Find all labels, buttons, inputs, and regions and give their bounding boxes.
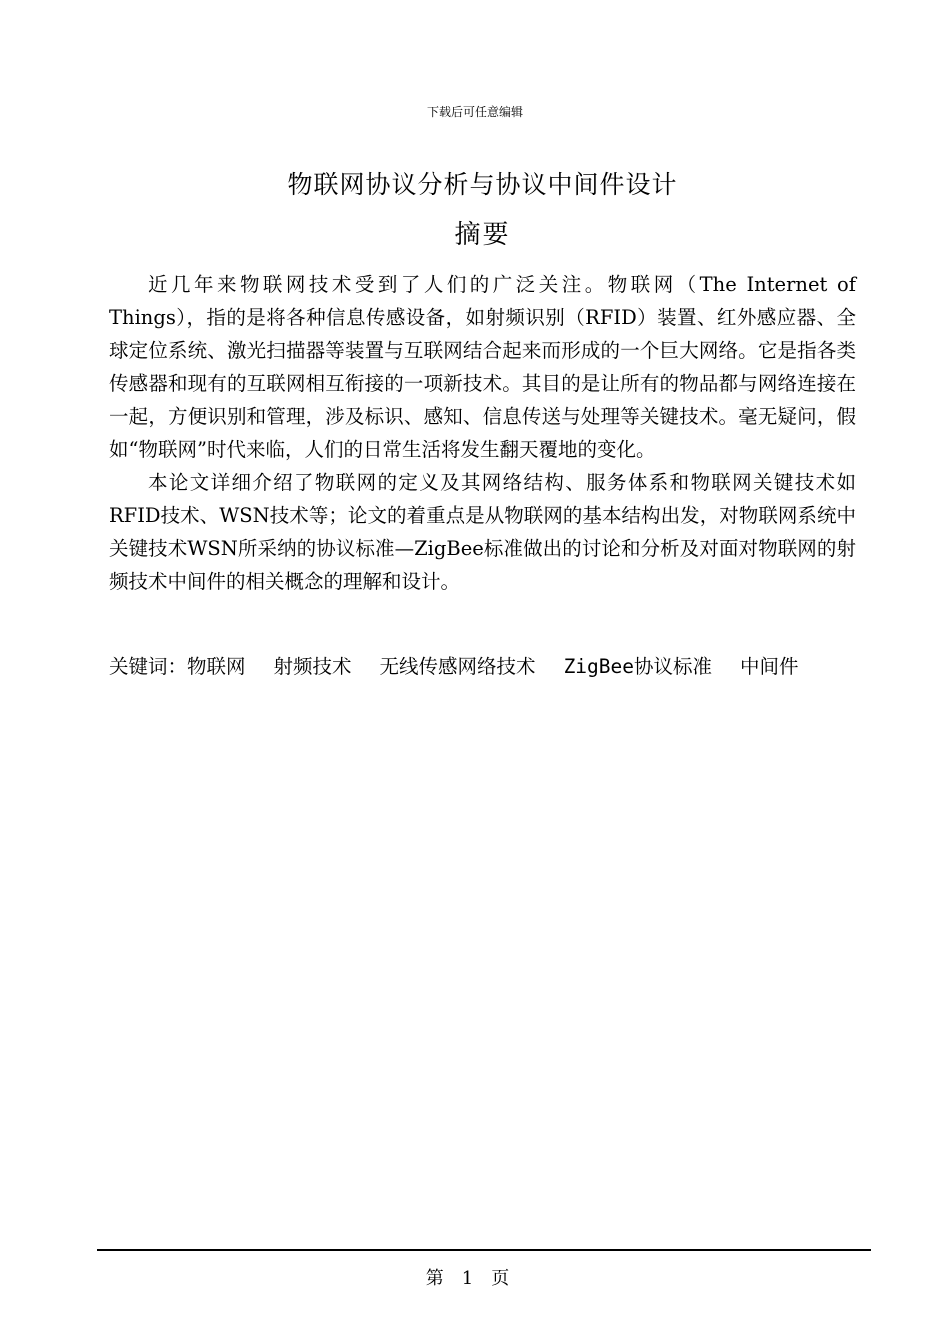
page-number: 1 xyxy=(461,1268,474,1289)
keywords-line xyxy=(109,650,889,683)
footer-suffix: 页 xyxy=(491,1268,510,1289)
page-footer xyxy=(0,1267,935,1291)
abstract-paragraph-1: 近几年来物联网技术受到了人们的广泛关注。物联网（The Internet of Things），指的是将各种信息传感设备，如射频识别（RFID）装置、红外感应器、全球定位系统、激光扫描器等装置与互联网结合起来而形成的一个巨大网络。它是指各类传感器和现有的互联网相互衔接的一项新技术。其目的是让所有的物品都与网络连接在一起，方便识别和管理，涉及标识、感知、信息传送与处理等关键技术。毫无疑问，假如“物联网”时代来临，人们的日常生活将发生翻天覆地的变化。 xyxy=(109,273,856,461)
document-title: 物联网协议分析与协议中间件设计 xyxy=(287,170,678,199)
keyword-item: 无线传感网络技术 xyxy=(379,655,536,678)
abstract-paragraph-2: 本论文详细介绍了物联网的定义及其网络结构、服务体系和物联网关键技术如RFID技术、WSN技术等；论文的着重点是从物联网的基本结构出发，对物联网系统中关键技术WSN所采纳的协议标准—ZigBee标准做出的讨论和分析及对面对物联网的射频技术中间件的相关概念的理解和设计。 xyxy=(109,471,856,593)
abstract-heading: 摘要 xyxy=(454,220,511,250)
abstract-body xyxy=(109,268,856,598)
keyword-item: ZigBee协议标准 xyxy=(563,655,713,678)
keyword-item: 中间件 xyxy=(740,655,799,678)
header-note: 下载后可任意编辑 xyxy=(426,105,523,119)
keyword-item: 射频技术 xyxy=(273,655,352,678)
footer-divider xyxy=(97,1249,871,1251)
footer-prefix: 第 xyxy=(425,1268,444,1289)
keyword-item: 物联网 xyxy=(187,655,246,678)
keywords-label: 关键词： xyxy=(109,655,188,678)
